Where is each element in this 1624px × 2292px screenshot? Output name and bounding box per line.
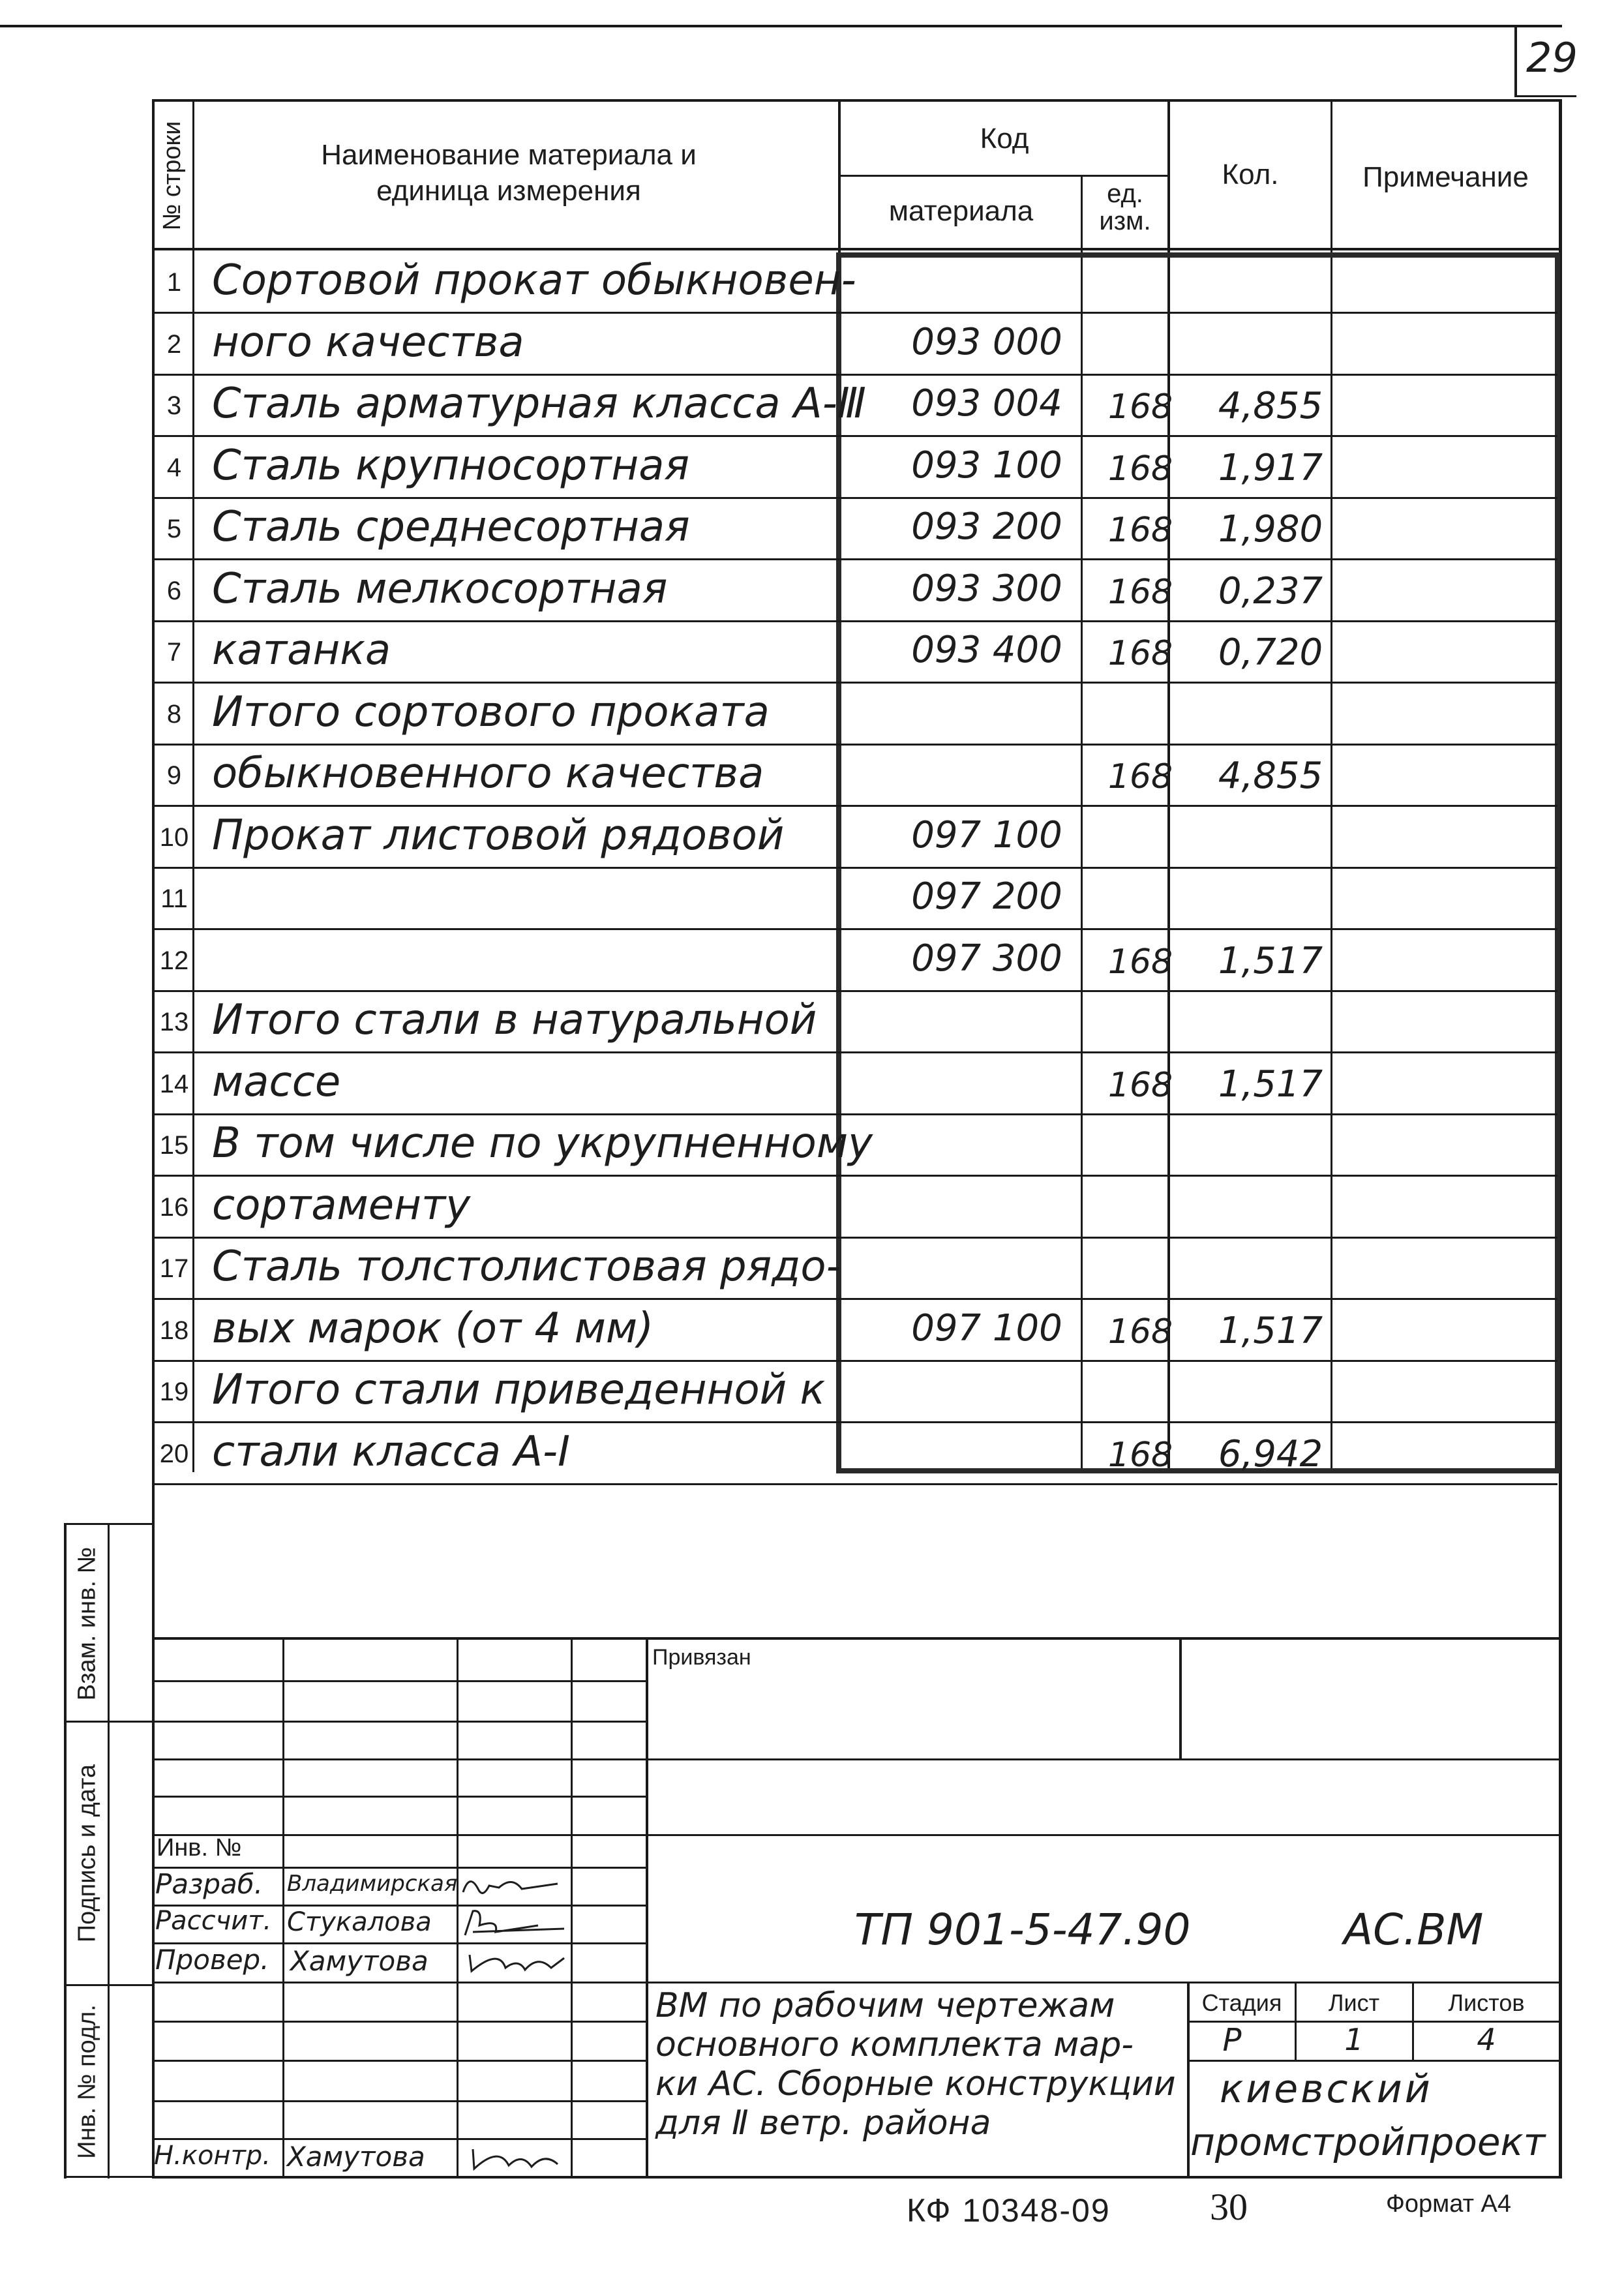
row-name: массе: [212, 1057, 341, 1106]
row-quantity: 1,917: [1218, 446, 1323, 489]
role-nkontr: Н.контр.: [154, 2141, 271, 2171]
stamp-line: [571, 1637, 573, 2179]
row-quantity: 1,517: [1218, 939, 1323, 982]
row-material-code: 093 000: [911, 320, 1062, 363]
row-number: 15: [159, 1131, 189, 1160]
qty-header: Кол.: [1222, 158, 1279, 190]
role-rasschit: Рассчит.: [155, 1906, 272, 1936]
stamp-row-line: [1187, 2060, 1562, 2062]
row-unit-code: 168: [1107, 634, 1173, 673]
row-number: 11: [160, 884, 188, 913]
table-row: [152, 314, 1557, 376]
stage-value: Р: [1222, 2022, 1242, 2058]
table-row: [152, 1239, 1557, 1300]
row-name: Прокат листовой рядовой: [212, 811, 785, 860]
row-name: Сталь среднесортная: [212, 503, 690, 551]
doc-code: ТП 901-5-47.90: [854, 1905, 1191, 1955]
row-unit-code: 168: [1107, 1312, 1173, 1351]
row-quantity: 0,237: [1218, 569, 1323, 612]
inv-no-label: Инв. №: [157, 1834, 242, 1862]
table-row: [152, 746, 1557, 807]
row-material-code: 093 300: [911, 567, 1062, 610]
table-row: [152, 1177, 1557, 1239]
org-line-2: промстройпроект: [1190, 2120, 1546, 2164]
material-code-header: материала: [888, 195, 1034, 227]
lower-rule: [152, 1637, 1562, 1640]
note-header: Примечание: [1362, 161, 1529, 193]
role-razrab: Разраб.: [155, 1868, 263, 1900]
name-razrab: Владимирская: [287, 1871, 458, 1897]
side-div-1: [64, 1721, 154, 1723]
row-name: стали класса А-Ⅰ: [212, 1427, 570, 1476]
row-quantity: 4,855: [1218, 755, 1323, 797]
row-name: катанка: [212, 626, 391, 674]
row-number: 2: [166, 329, 182, 359]
row-name: сортаменту: [212, 1181, 471, 1229]
side-label-podpis: Подпись и дата: [73, 1764, 101, 1943]
row-number: 4: [166, 453, 182, 482]
footer-page: 30: [1210, 2186, 1248, 2228]
row-unit-code: 168: [1107, 1435, 1173, 1475]
row-number: 14: [159, 1069, 189, 1098]
privyazan-label: Привязан: [652, 1645, 751, 1670]
row-quantity: 6,942: [1218, 1432, 1323, 1475]
side-col-mid: [108, 1523, 110, 2179]
row-name: вых марок (от 4 мм): [212, 1304, 654, 1353]
row-number: 9: [166, 761, 182, 790]
description-line-2: основного комплекта мар-: [655, 2025, 1134, 2064]
signature-prover: [460, 1945, 567, 1978]
row-number: 12: [159, 946, 189, 975]
row-material-code: 093 200: [911, 505, 1062, 548]
row-number: 3: [166, 391, 182, 420]
frame-bottom: [152, 2176, 1562, 2179]
table-row: [152, 807, 1557, 869]
doc-mark: АС.ВМ: [1344, 1905, 1484, 1955]
table-row: [152, 931, 1557, 992]
unit-code-header: ед. изм.: [1099, 179, 1151, 235]
footer-kf: КФ 10348-09: [907, 2192, 1111, 2229]
row-unit-code: 168: [1107, 387, 1173, 427]
row-unit-code: 168: [1107, 757, 1173, 796]
code-header: Код: [980, 123, 1029, 155]
table-row: [152, 252, 1557, 314]
table-row: [152, 992, 1557, 1053]
description-line-3: ки АС. Сборные конструкции: [655, 2064, 1176, 2104]
side-col-left: [64, 1523, 67, 2179]
signature-nkontr: [460, 2139, 567, 2179]
name-header: Наименование материала и единица измерения: [321, 139, 697, 207]
table-row: [152, 561, 1557, 622]
table-row: [152, 1424, 1557, 1485]
table-row: [152, 684, 1557, 746]
side-top: [64, 1523, 154, 1525]
row-number: 19: [159, 1378, 189, 1406]
row-name: Итого стали в натуральной: [212, 996, 817, 1044]
footer-format: Формат А4: [1386, 2190, 1512, 2218]
row-name: Сталь арматурная класса А-Ⅲ: [212, 380, 866, 428]
table-row: [152, 376, 1557, 437]
row-unit-code: 168: [1107, 1065, 1173, 1105]
row-number: 6: [166, 576, 182, 605]
row-material-code: 097 300: [911, 937, 1062, 980]
stamp-line: [646, 1637, 648, 2179]
stamp-row-line: [152, 1721, 648, 1723]
frame-top: [152, 99, 1562, 102]
top-rule: [0, 25, 1562, 27]
page-number: 29: [1526, 34, 1578, 82]
stamp-row-line: [152, 1680, 648, 1682]
stamp-row-line: [152, 2060, 648, 2062]
sheet-label: Лист: [1328, 1989, 1380, 2016]
row-name: обыкновенного качества: [212, 749, 764, 798]
row-material-code: 093 004: [911, 382, 1062, 425]
page-number-bottom: [1514, 95, 1576, 97]
header-sub-line: [838, 175, 1169, 177]
stamp-line: [282, 1637, 284, 2179]
row-number: 7: [166, 638, 182, 667]
row-material-code: 097 200: [911, 875, 1062, 918]
org-line-1: киевский: [1220, 2066, 1433, 2112]
table-row: [152, 1054, 1557, 1115]
stamp-row-line: [152, 2138, 648, 2140]
row-quantity: 4,855: [1218, 385, 1323, 427]
name-nkontr: Хамутова: [287, 2141, 425, 2173]
table-row: [152, 1301, 1557, 1362]
row-material-code: 093 100: [911, 444, 1062, 487]
table-row: [152, 1362, 1557, 1423]
row-unit-code: 168: [1107, 511, 1173, 550]
side-label-inv-podl: Инв. № подл.: [73, 2004, 101, 2159]
sheets-label: Листов: [1448, 1989, 1525, 2016]
row-name: Сталь толстолистовая рядо-: [212, 1243, 841, 1291]
name-prover: Хамутова: [290, 1945, 429, 1977]
side-label-vzam: Взам. инв. №: [73, 1546, 101, 1701]
row-number: 13: [159, 1008, 189, 1036]
stamp-row-line: [152, 1834, 1562, 1836]
stage-label: Стадия: [1201, 1989, 1282, 2016]
signature-rasschit: [460, 1906, 567, 1942]
row-name: Итого сортового проката: [212, 687, 770, 736]
row-number: 17: [159, 1254, 189, 1283]
row-number: 1: [166, 268, 182, 297]
row-name: Сталь мелкосортная: [212, 564, 668, 613]
row-number: 10: [159, 822, 189, 852]
signature-razrab: [460, 1869, 567, 1902]
row-number: 20: [159, 1439, 189, 1468]
stamp-line: [1179, 1637, 1182, 1758]
header-bottom-line: [152, 248, 1562, 250]
role-prover: Провер.: [155, 1944, 269, 1976]
stamp-row-line: [152, 2021, 648, 2023]
row-number: 5: [166, 515, 182, 543]
row-material-code: 093 400: [911, 629, 1062, 671]
description-line-4: для Ⅱ ветр. района: [655, 2104, 991, 2143]
row-name: Итого стали приведенной к: [212, 1366, 826, 1414]
row-quantity: 0,720: [1218, 631, 1323, 674]
row-unit-code: 168: [1107, 572, 1173, 612]
row-quantity: 1,517: [1218, 1063, 1323, 1106]
stamp-row-line: [152, 1758, 1562, 1760]
stamp-row-line: [152, 2100, 648, 2102]
row-name: Сортовой прокат обыкновен-: [212, 256, 856, 305]
table-row: [152, 622, 1557, 684]
stamp-row-line: [152, 1982, 1562, 1983]
row-name: В том числе по укрупненному: [212, 1119, 873, 1168]
stamp-row-line: [152, 1796, 648, 1798]
row-number: 16: [159, 1192, 189, 1222]
table-row: [152, 438, 1557, 499]
sheet-value: 1: [1344, 2022, 1364, 2057]
row-number: 18: [159, 1316, 189, 1345]
row-quantity: 1,980: [1218, 508, 1323, 550]
row-name: ного качества: [212, 318, 524, 367]
row-unit-code: 168: [1107, 449, 1173, 489]
sheets-value: 4: [1477, 2022, 1496, 2057]
row-unit-code: 168: [1107, 942, 1173, 982]
stamp-line: [457, 1637, 459, 2179]
table-row: [152, 1115, 1557, 1177]
row-material-code: 097 100: [911, 1306, 1062, 1350]
description-line-1: ВМ по рабочим чертежам: [655, 1986, 1115, 2025]
name-rasschit: Стукалова: [287, 1907, 432, 1937]
table-row: [152, 499, 1557, 560]
row-material-code: 097 100: [911, 813, 1062, 856]
row-name: Сталь крупносортная: [212, 441, 689, 490]
table-row: [152, 869, 1557, 930]
row-no-header: № строки: [158, 121, 186, 231]
row-quantity: 1,517: [1218, 1309, 1323, 1352]
row-number: 8: [166, 699, 182, 729]
page-number-border: [1514, 25, 1517, 97]
